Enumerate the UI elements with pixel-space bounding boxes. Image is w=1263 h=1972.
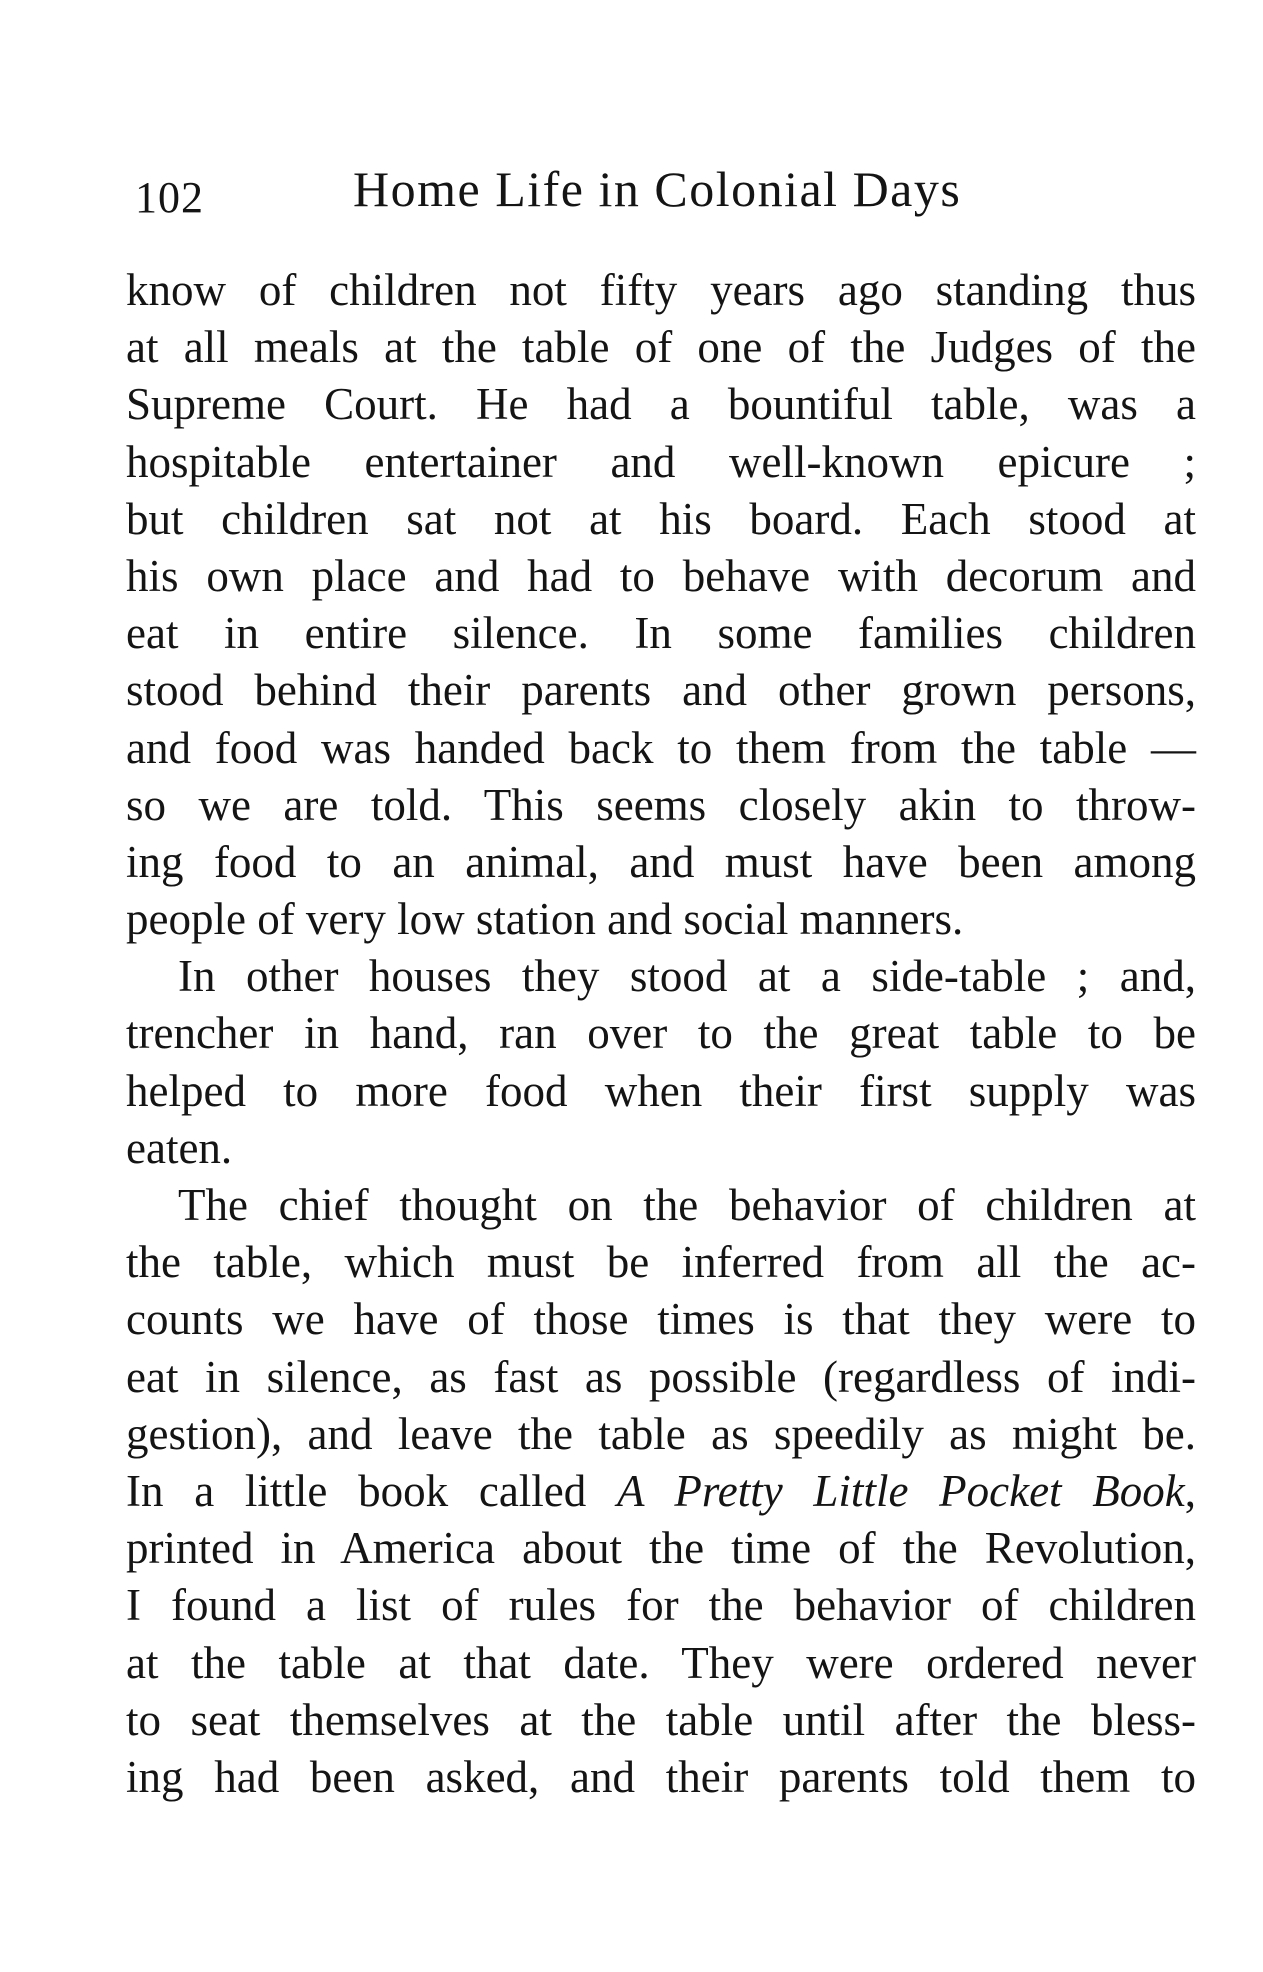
text-line: helped to more food when their first supply was — [126, 1065, 1196, 1116]
text-line: people of very low station and social manners. — [126, 894, 964, 945]
text-line: at all meals at the table of one of the Judges of the — [126, 322, 1196, 373]
text-line: gestion), and leave the table as speedily as might be. — [126, 1408, 1196, 1459]
text-line: eat in silence, as fast as possible (regardless of indi- — [126, 1351, 1196, 1402]
text-line: eaten. — [126, 1122, 233, 1173]
page-number: 102 — [135, 173, 204, 222]
text-line-with-book-title — [126, 1463, 1196, 1520]
text-line: and food was handed back to them from the table — — [126, 722, 1196, 773]
text-line: Supreme Court. He had a bountiful table, was a — [126, 379, 1196, 430]
paragraph-start-line: In other houses they stood at a side-table ; and, — [178, 951, 1196, 1002]
body-text — [126, 262, 1196, 1806]
text-fragment: In a little book called — [126, 1465, 617, 1516]
text-line: ing food to an animal, and must have been among — [126, 836, 1196, 887]
text-line: trencher in hand, ran over to the great table to be — [126, 1008, 1196, 1059]
text-line: at the table at that date. They were ordered never — [126, 1637, 1196, 1688]
text-fragment: , — [1184, 1465, 1196, 1516]
text-line: hospitable entertainer and well-known epicure ; — [126, 436, 1196, 487]
text-line: but children sat not at his board. Each stood at — [126, 493, 1196, 544]
text-line: eat in entire silence. In some families children — [126, 608, 1196, 659]
paragraph-start-line: The chief thought on the behavior of children at — [178, 1180, 1196, 1230]
page-header — [115, 160, 1015, 230]
running-title: Home Life in Colonial Days — [353, 161, 962, 217]
text-line: I found a list of rules for the behavior of children — [126, 1580, 1196, 1631]
text-line: the table, which must be inferred from all the ac- — [126, 1237, 1196, 1288]
text-line: printed in America about the time of the Revolution, — [126, 1523, 1196, 1574]
text-line: counts we have of those times is that they were to — [126, 1294, 1196, 1345]
text-line: stood behind their parents and other grown persons, — [126, 665, 1196, 716]
text-line: to seat themselves at the table until after the bless- — [126, 1694, 1196, 1745]
text-line: so we are told. This seems closely akin to throw- — [126, 779, 1196, 830]
book-title-italic: A Pretty Little Pocket Book — [617, 1465, 1185, 1516]
text-line: his own place and had to behave with decorum and — [126, 550, 1196, 601]
text-line: know of children not fifty years ago standing thus — [126, 265, 1196, 315]
text-line: ing had been asked, and their parents told them to — [126, 1751, 1196, 1802]
